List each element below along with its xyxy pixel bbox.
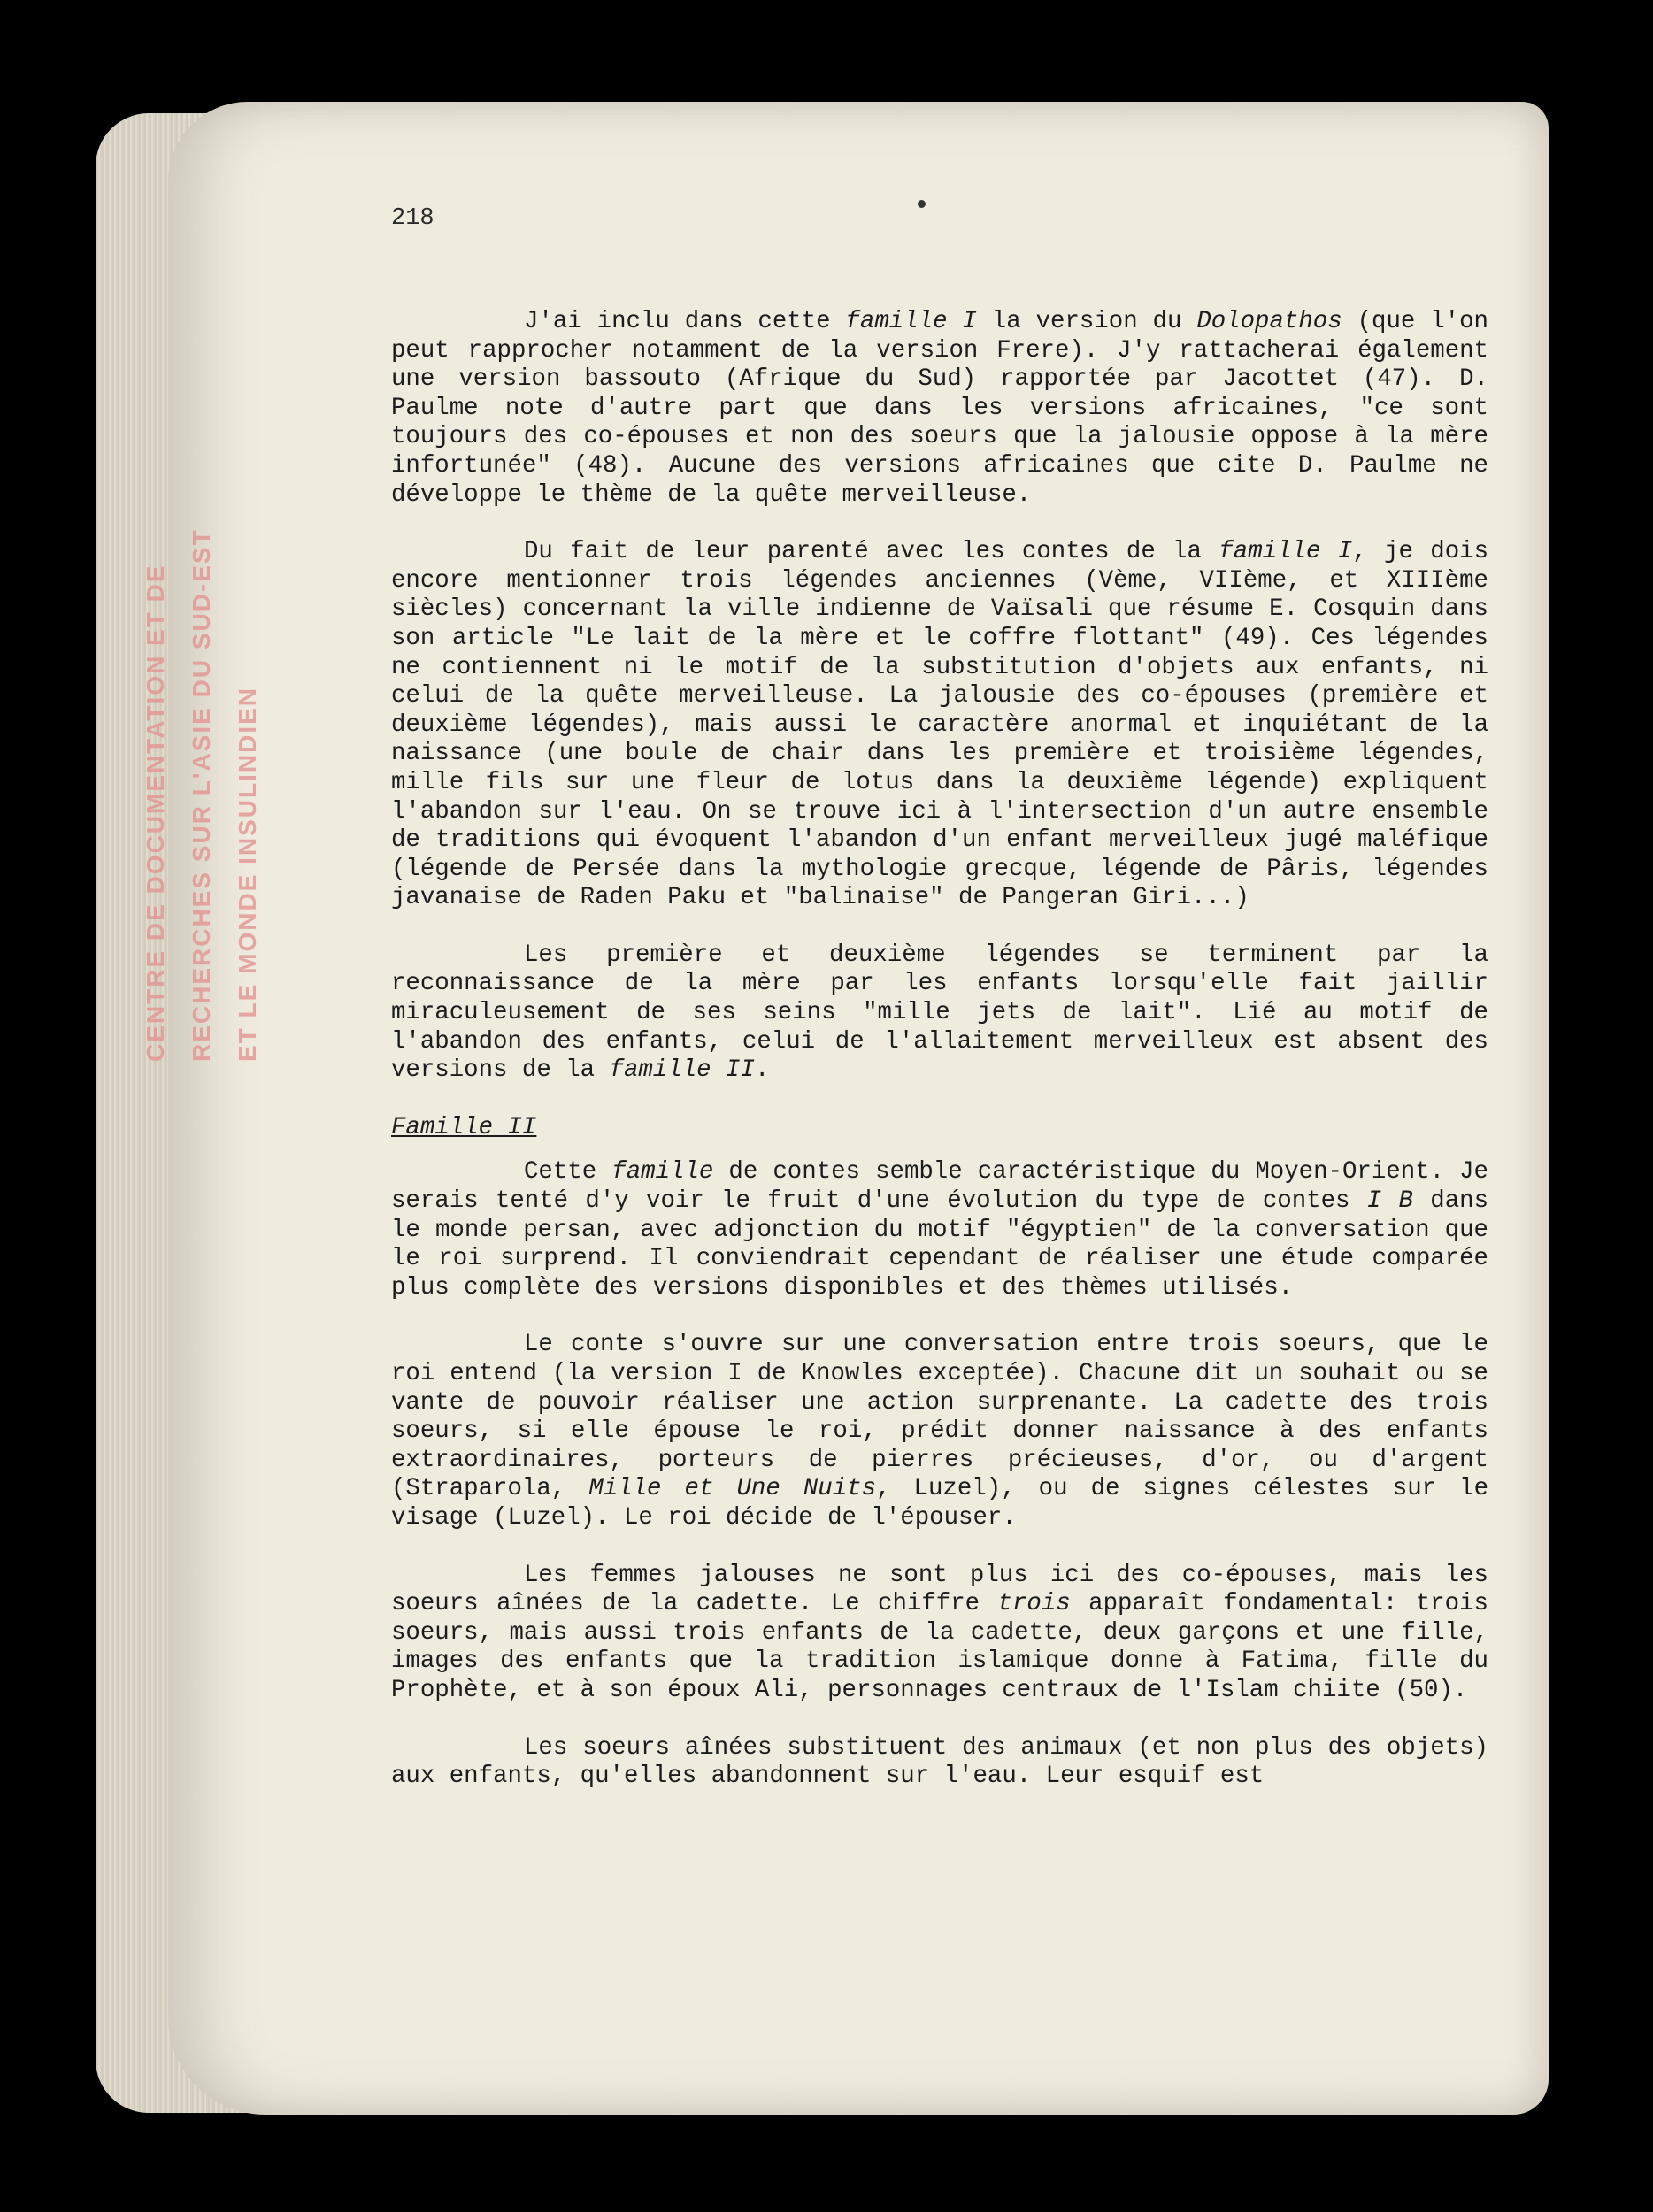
library-stamp xyxy=(133,528,271,1062)
paragraph-2: Du fait de leur parenté avec les contes de la famille I, je dois encore mentionner trois légendes anciennes (Vème, VIIème, et XIIIème siècles) concernant la ville indienne de Vaïsali que résume E. Cosquin dans son article "Le lait de la mère et le coffre flottant" (49). Ces légendes ne contiennent ni le motif de la substitution d'objets aux enfants, ni celui de la quête merveilleuse. La jalousie des co-épouses (première et deuxième légendes), mais aussi le caractère anormal et inquiétant de la naissance (une boule de chair dans les première et troisième légendes, mille fils sur une fleur de lotus dans la deuxième légende) expliquent l'abandon sur l'eau. On se trouve ici à l'intersection d'un autre ensemble de traditions qui évoquent l'abandon d'un enfant merveilleux jugé maléfique (légende de Persée dans la mythologie grecque, légende de Pâris, légendes javanaise de Raden Paku et "balinaise" de Pangeran Giri...) xyxy=(391,538,1489,912)
section-heading: Famille II xyxy=(391,1113,537,1141)
paragraph-6: Les femmes jalouses ne sont plus ici des co-épouses, mais les soeurs aînées de la cadette. Le chiffre trois apparaît fondamental: trois soeurs, mais aussi trois enfants de la cadette, deux garçons et une fille, images des enfants que la tradition islamique donne à Fatima, fille du Prophète, et à son époux Ali, personnages centraux de l'Islam chiite (50). xyxy=(391,1561,1488,1704)
stamp-line-3: ET LE MONDE INSULINDIEN xyxy=(234,686,261,1062)
ink-dot xyxy=(918,200,926,208)
page-number: 218 xyxy=(391,205,434,232)
body-text xyxy=(391,308,1488,1820)
paragraph-7: Les soeurs aînées substituent des animaux (et non plus des objets) aux enfants, qu'elles abandonnent sur l'eau. Leur esquif est xyxy=(391,1733,1488,1791)
stamp-line-2: RECHERCHES SUR L'ASIE DU SUD-EST xyxy=(188,528,215,1062)
paragraph-5: Le conte s'ouvre sur une conversation entre trois soeurs, que le roi entend (la version I de Knowles exceptée). Chacune dit un souhait ou se vante de pouvoir réaliser une action surprenante. La cadette des trois soeurs, si elle épouse le roi, prédit donner naissance à des enfants extraordinaires, porteurs de pierres précieuses, d'or, ou d'argent (Straparola, Mille et Une Nuits, Luzel), ou de signes célestes sur le visage (Luzel). Le roi décide de l'épouser. xyxy=(391,1331,1489,1532)
paragraph-1: J'ai inclu dans cette famille I la version du Dolopathos (que l'on peut rapprocher notamment de la version Frere). J'y rattacherai également une version bassouto (Afrique du Sud) rapportée par Jacottet (47). D. Paulme note d'autre part que dans les versions africaines, "ce sont toujours des co-épouses et non des soeurs que la jalousie oppose à la mère infortunée" (48). Aucune des versions africaines que cite D. Paulme ne développe le thème de la quête merveilleuse. xyxy=(391,308,1488,509)
paragraph-4: Cette famille de contes semble caractéristique du Moyen-Orient. Je serais tenté d'y voir le fruit d'une évolution du type de contes I B dans le monde persan, avec adjonction du motif "égyptien" de la conversation que le roi surprend. Il conviendrait cependant de réaliser une étude comparée plus complète des versions disponibles et des thèmes utilisés. xyxy=(391,1158,1489,1302)
paragraph-3: Les première et deuxième légendes se terminent par la reconnaissance de la mère par les enfants lorsqu'elle fait jaillir miraculeusement de ses seins "mille jets de lait". Lié au motif de l'abandon des enfants, celui de l'allaitement merveilleux est absent des versions de la famille II. xyxy=(391,941,1488,1085)
stamp-line-1: CENTRE DE DOCUMENTATION ET DE xyxy=(142,564,169,1062)
